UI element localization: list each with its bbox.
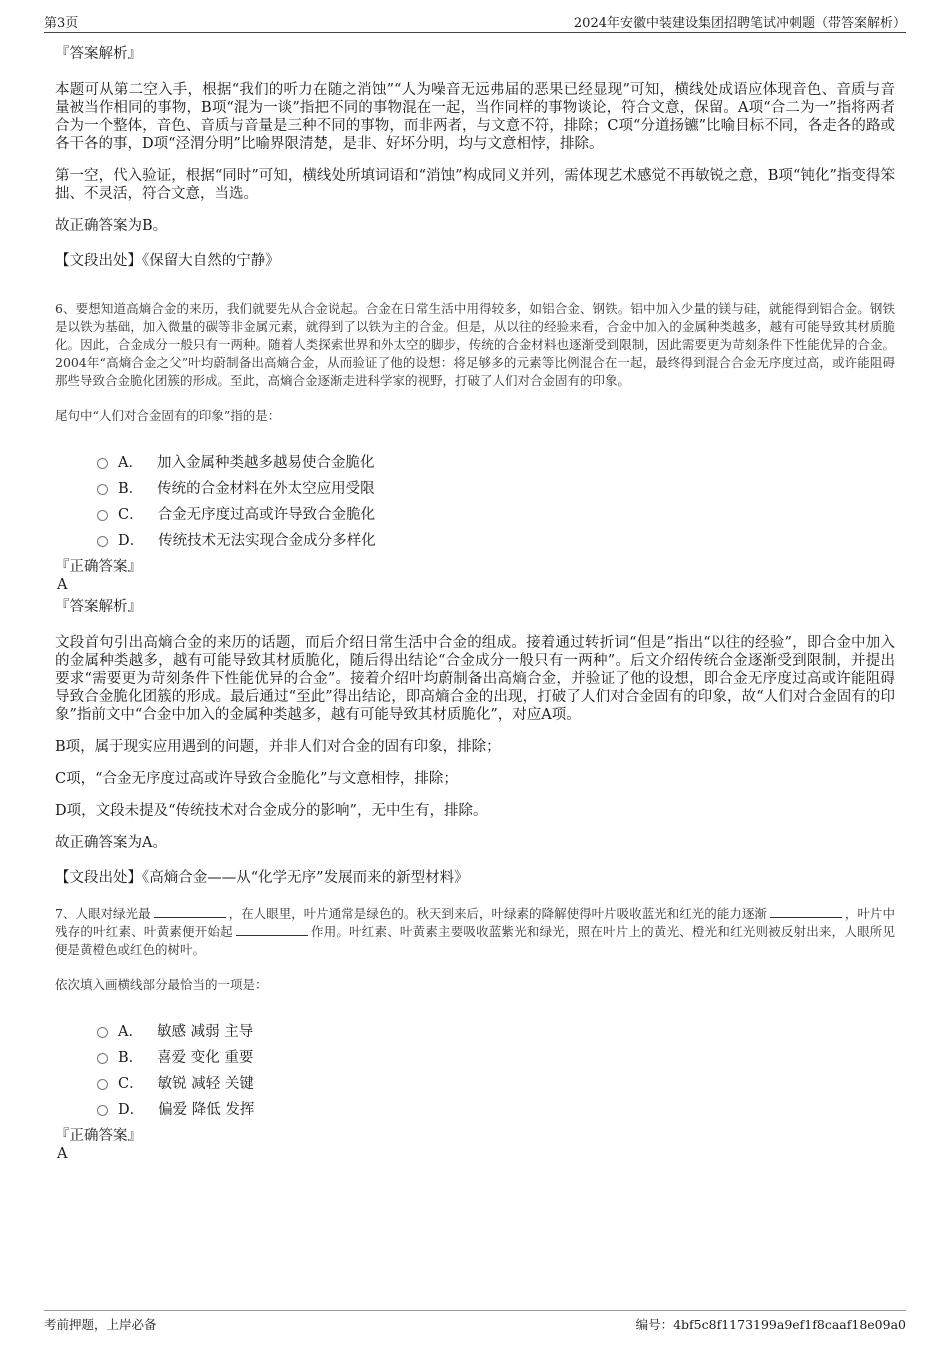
option-text: 传统的合金材料在外太空应用受限 <box>157 480 375 497</box>
analysis-paragraph: 第一空，代入验证，根据“同时”可知，横线处所填词语和“消蚀”构成同义并列，需体现艺术感觉不再敏锐之意，B项“钝化”指变得笨拙、不灵活，符合文意，当选。 <box>55 168 895 203</box>
option-b[interactable] <box>97 1043 895 1069</box>
analysis-paragraph: 故正确答案为A。 <box>55 835 167 852</box>
correct-answer-label: 『正确答案』 <box>55 559 142 576</box>
question-6-passage: 6、要想知道高熵合金的来历，我们就要先从合金说起。合金在日常生活中用得较多，如铝合金、钢铁。铝中加入少量的镁与硅，就能得到铝合金。钢铁是以铁为基础，加入微量的碳等非金属元素，就得到了以铁为主的合金。但是，从以往的经验来看，合金中加入的金属种类越多，越有可能导致其材质脆化。因此，合金成分一般只有一两种。随着人类探索世界和外太空的脚步，传统的合金材料也逐渐受到限制，因此需要更为苛刻条件下性能优异的合金。2004年“高熵合金之父”叶均蔚制备出高熵合金，从而验证了他的设想：将足够多的元素等比例混合在一起，最终得到混合合金无序度过高，或许能阻碍那些导致合金脆化团簇的形成。至此，高熵合金逐渐走进科学家的视野，打破了人们对合金固有的印象。 <box>55 301 895 389</box>
option-letter: C． <box>118 506 144 523</box>
fill-blank <box>770 905 842 918</box>
option-letter: C． <box>118 1075 144 1092</box>
option-d[interactable] <box>97 1095 895 1121</box>
passage-text: ，叶片中残存的叶红素、叶黄素便开始起 <box>55 906 895 940</box>
option-a[interactable] <box>97 448 895 474</box>
analysis-paragraph: 故正确答案为B。 <box>55 218 168 235</box>
radio-icon[interactable] <box>97 1105 108 1116</box>
document-title: 2024年安徽中装建设集团招聘笔试冲刺题（带答案解析） <box>573 16 906 31</box>
option-c[interactable] <box>97 500 895 526</box>
option-letter: A． <box>118 454 143 471</box>
passage-source: 【文段出处】《高熵合金——从“化学无序”发展而来的新型材料》 <box>55 870 469 887</box>
analysis-paragraph: C项，“合金无序度过高或许导致合金脆化”与文意相悖，排除； <box>55 771 458 788</box>
fill-blank <box>154 905 226 918</box>
document-body <box>55 46 895 1167</box>
option-text: 敏感 减弱 主导 <box>156 1023 254 1040</box>
analysis-paragraph: 本题可从第二空入手，根据“我们的听力在随之消蚀”“人为噪音无远弗届的恶果已经显现”可知，横线处成语应体现音色、音质与音量被当作相同的事物，B项“混为一谈”指把不同的事物混在一起，当作同样的事物谈论，符合文意，保留。A项“合二为一”指将两者合为一个整体，音色、音质与音量是三种不同的事物，而非两者，与文意不符，排除；C项“分道扬镳”比喻目标不同，各走各的路或各干各的事，D项“泾渭分明”比喻界限清楚，是非、好坏分明，均与文意相悖，排除。 <box>55 82 895 153</box>
passage-text: 7、人眼对绿光最 <box>55 906 151 922</box>
footer-slogan: 考前押题，上岸必备 <box>44 1317 157 1332</box>
correct-answer-label: 『正确答案』 <box>55 1128 142 1145</box>
option-letter: B． <box>118 1049 144 1066</box>
option-letter: A． <box>118 1023 143 1040</box>
fill-blank <box>236 923 308 936</box>
option-d[interactable] <box>97 526 895 552</box>
option-letter: D． <box>118 1101 145 1118</box>
correct-answer: A <box>57 1146 68 1163</box>
question-6-options <box>97 448 895 552</box>
passage-source: 【文段出处】《保留大自然的宁静》 <box>55 253 280 270</box>
analysis-label: 『答案解析』 <box>55 599 142 616</box>
option-a[interactable] <box>97 1017 895 1043</box>
analysis-paragraph: B项，属于现实应用遇到的问题，并非人们对合金的固有印象，排除； <box>55 739 501 756</box>
radio-icon[interactable] <box>97 458 108 469</box>
analysis-paragraph: 文段首句引出高熵合金的来历的话题，而后介绍日常生活中合金的组成。接着通过转折词“但是”指出“以往的经验”，即合金中加入的金属种类越多，越有可能导致其材质脆化，随后得出结论“合金成分一般只有一两种”。后文介绍传统合金逐渐受到限制，并提出要求“需要更为苛刻条件下性能优异的合金”。接着介绍叶均蔚制备出高熵合金，并验证了他的设想，即合金无序度过高或许能阻碍导致合金脆化团簇的形成。最后通过“至此”得出结论，即高熵合金的出现，打破了人们对合金固有的印象，故“人们对合金固有的印象”指前文中“合金中加入的金属种类越多，越有可能导致其材质脆化”，对应A项。 <box>55 635 895 724</box>
option-text: 敏锐 减轻 关键 <box>157 1075 254 1092</box>
option-text: 加入金属种类越多越易使合金脆化 <box>156 454 375 471</box>
question-7-options <box>97 1017 895 1121</box>
radio-icon[interactable] <box>97 510 108 521</box>
analysis-label: 『答案解析』 <box>55 46 142 62</box>
page-footer <box>44 1310 906 1335</box>
radio-icon[interactable] <box>97 484 108 495</box>
passage-text: 作用。叶红素、叶黄素主要吸收蓝紫光和绿光，照在叶片上的黄光、橙光和红光则被反射出来，人眼所见便是黄橙色或红色的树叶。 <box>55 924 895 958</box>
option-text: 合金无序度过高或许导致合金脆化 <box>157 506 376 523</box>
question-7-stem: 依次填入画横线部分最恰当的一项是： <box>55 977 268 993</box>
option-letter: D． <box>118 532 145 549</box>
page-header <box>44 12 906 33</box>
option-b[interactable] <box>97 474 895 500</box>
page-number: 第3页 <box>44 16 79 31</box>
document-id: 编号：4bf5c8f1173199a9ef1f8caaf18e09a0 <box>635 1317 906 1332</box>
option-text: 偏爱 降低 发挥 <box>158 1101 255 1118</box>
option-text: 传统技术无法实现合金成分多样化 <box>158 532 376 549</box>
option-text: 喜爱 变化 重要 <box>157 1049 254 1066</box>
passage-text: ，在人眼里，叶片通常是绿色的。秋天到来后，叶绿素的降解使得叶片吸收蓝光和红光的能力逐渐 <box>228 906 767 922</box>
correct-answer: A <box>57 577 68 594</box>
radio-icon[interactable] <box>97 536 108 547</box>
radio-icon[interactable] <box>97 1079 108 1090</box>
radio-icon[interactable] <box>97 1027 108 1038</box>
option-c[interactable] <box>97 1069 895 1095</box>
analysis-paragraph: D项，文段未提及“传统技术对合金成分的影响”，无中生有，排除。 <box>55 803 488 820</box>
question-6-stem: 尾句中“人们对合金固有的印象”指的是： <box>55 408 281 424</box>
question-7-passage <box>55 905 895 959</box>
radio-icon[interactable] <box>97 1053 108 1064</box>
option-letter: B． <box>118 480 144 497</box>
